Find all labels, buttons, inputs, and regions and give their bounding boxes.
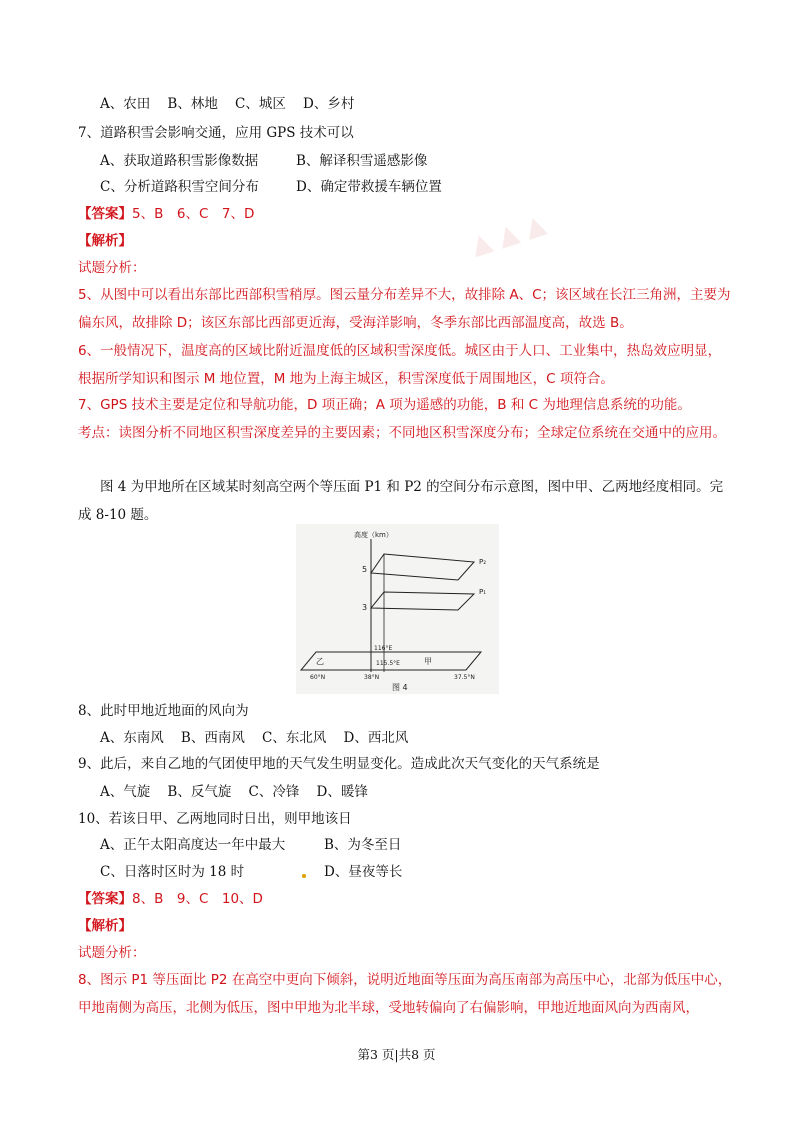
q6-option-d: D、乡村 [303,96,355,112]
q8-options [100,729,408,747]
q10-option-a: A、正午太阳高度达一年中最大 [100,837,286,853]
explain-5: 5、从图中可以看出东部比西部积雪稍厚。图云量分布差异不大，故排除 A、C；该区域在长江三角洲，主要为偏东风，故排除 D；该区东部比西部更近海，受海洋影响，冬季东部比西部温度高，故选 B。 [78,287,731,331]
kaodian: 考点：读图分析不同地区积雪深度差异的主要因素；不同地区积雪深度分布；全球定位系统在交通中的应用。 [78,425,726,441]
q6-option-b: B、林地 [167,96,218,112]
q8-option-d: D、西北风 [343,730,409,746]
lon-116: 116°E [374,645,393,652]
q10-option-c: C、日落时区时为 18 时 [100,864,245,880]
analysis-subtitle-1: 试题分析： [78,260,146,276]
q7-option-b: B、解译积雪遥感影像 [296,153,428,169]
q7-option-c: C、分析道路积雪空间分布 [100,179,259,195]
answer-label: 【答案】 [78,206,132,222]
q9-option-d: D、暖锋 [316,784,368,800]
q8-option-a: A、东南风 [100,730,164,746]
q10-option-d: D、昼夜等长 [324,864,403,880]
page-footer: 第3 页|共8 页 [357,1047,436,1062]
tick-3: 3 [362,603,368,612]
lon-115-5: 115.5°E [376,660,400,667]
q9-option-c: C、冷锋 [248,784,300,800]
q9-option-a: A、气旋 [100,784,151,800]
explain-6: 6、一般情况下，温度高的区域比附近温度低的区域积雪深度低。城区由于人口、工业集中，热岛效应明显，根据所学知识和图示 M 地位置，M 地为上海主城区，积雪深度低于周围地区，C 项符合。 [78,343,722,387]
answer-2 [78,890,263,908]
tick-5: 5 [362,565,368,574]
explain-8: 8、图示 P1 等压面比 P2 在高空中更向下倾斜，说明近地面等压面为高压南部为高压中心，北部为低压中心，甲地南侧为高压，北侧为低压，图中甲地为北半球，受地转偏向了右偏影响，甲地近地面风向为西南风， [78,972,732,1016]
y-axis-label: 高度（km） [354,531,393,539]
p1-surface [371,592,474,610]
figure-caption: 图 4 [392,683,408,692]
q9-option-b: B、反气旋 [167,784,232,800]
q9-text: 9、此后，来自乙地的气团使甲地的天气发生明显变化。造成此次天气变化的天气系统是 [78,756,600,772]
jia-label: 甲 [424,657,432,666]
stray-dot [302,874,306,878]
q9-options [100,783,368,801]
q7-option-a: A、获取道路积雪影像数据 [100,153,259,169]
yi-label: 乙 [316,657,324,666]
lat-60: 60°N [310,674,326,681]
explain-7: 7、GPS 技术主要是定位和导航功能，D 项正确；A 项为遥感的功能，B 和 C 为地理信息系统的功能。 [78,397,691,413]
q8-option-c: C、东北风 [262,730,327,746]
analysis-subtitle-2: 试题分析： [78,945,146,961]
watermark: ▲ ▲ ▲ [467,208,550,262]
analysis-label-1: 【解析】 [78,233,132,249]
answer-1 [78,205,254,223]
lat-37-5: 37.5°N [454,674,475,681]
figure-4 [296,524,499,694]
q7-option-d: D、确定带救援车辆位置 [296,179,442,195]
p1-label: P₁ [479,588,487,596]
answer-text: 8、B 9、C 10、D [132,891,263,907]
q7-text: 7、道路积雪会影响交通，应用 GPS 技术可以 [78,125,354,141]
intro-text: 图 4 为甲地所在区域某时刻高空两个等压面 P1 和 P2 的空间分布示意图，图中甲、乙两地经度相同。完成 8-10 题。 [78,479,724,523]
q10-option-b: B、为冬至日 [324,837,402,853]
answer-text: 5、B 6、C 7、D [132,206,255,222]
lat-38: 38°N [364,674,380,681]
p2-surface [371,554,474,580]
q6-option-a: A、农田 [100,96,151,112]
q6-option-c: C、城区 [235,96,286,112]
answer-label: 【答案】 [78,891,132,907]
analysis-label-2: 【解析】 [78,918,132,934]
q8-text: 8、此时甲地近地面的风向为 [78,703,249,719]
q6-options [100,95,354,113]
q8-option-b: B、西南风 [180,730,245,746]
q10-text: 10、若该日甲、乙两地同时日出，则甲地该日 [78,811,352,827]
p2-label: P₂ [479,558,487,566]
